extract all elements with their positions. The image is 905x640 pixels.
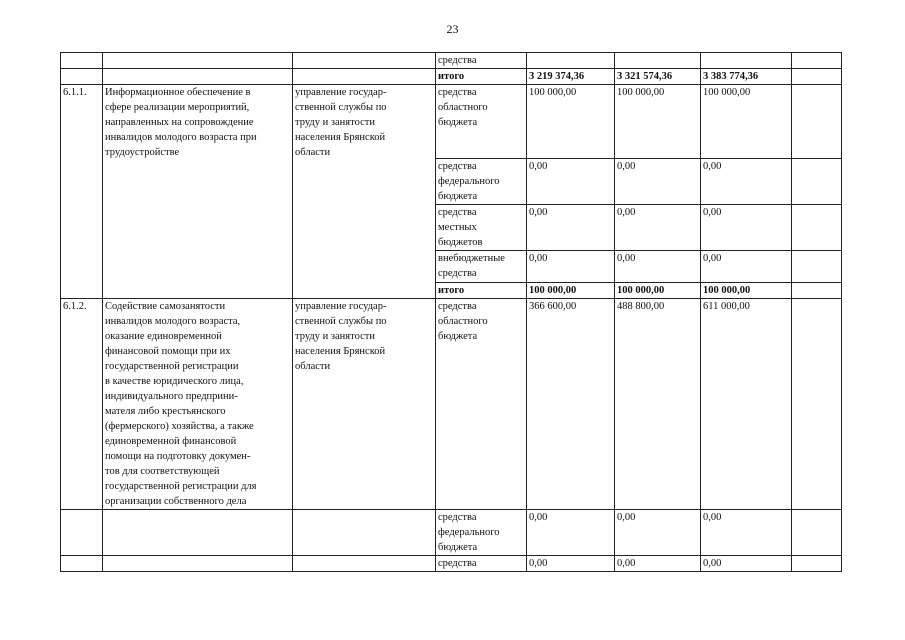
table-row: [61, 510, 842, 556]
source-cell: средства: [436, 53, 527, 69]
num-cell: [61, 510, 103, 556]
source-cell: средства федерального бюджета: [436, 159, 527, 205]
value-cell: 0,00: [615, 251, 701, 283]
table-row: [61, 53, 842, 69]
extra-cell: [792, 251, 842, 283]
source-cell: итого: [436, 283, 527, 299]
value-cell: 0,00: [615, 556, 701, 572]
source-cell: средства местных бюджетов: [436, 205, 527, 251]
item-executor: управление государ- ственной службы по труду и занятости населения Брянской области: [293, 85, 436, 299]
value-cell: 0,00: [527, 205, 615, 251]
value-cell: 0,00: [615, 205, 701, 251]
value-cell: 100 000,00: [701, 85, 792, 159]
item-executor: управление государ- ственной службы по труду и занятости населения Брянской области: [293, 299, 436, 510]
value-cell: 3 383 774,36: [701, 69, 792, 85]
num-cell: [61, 53, 103, 69]
value-cell: 100 000,00: [701, 283, 792, 299]
executor-cell: [293, 510, 436, 556]
extra-cell: [792, 69, 842, 85]
num-cell: [61, 69, 103, 85]
name-cell: [103, 510, 293, 556]
executor-cell: [293, 556, 436, 572]
table-row: [61, 69, 842, 85]
value-cell: 0,00: [527, 556, 615, 572]
item-name: Содействие самозанятости инвалидов молодого возраста, оказание единовременной финансовой помощи при их государственной регистрации в качестве юридического лица, индивидуального предприни- мателя либо крестьянского (фермерского) хозяйства, а также единовременной финансовой помощи на подготовку докумен- тов для соответствующей государственной регистрации для организации собственного дела: [103, 299, 293, 510]
extra-cell: [792, 53, 842, 69]
table-row: [61, 556, 842, 572]
extra-cell: [792, 510, 842, 556]
value-cell: 0,00: [701, 205, 792, 251]
value-cell: 0,00: [615, 510, 701, 556]
value-cell: 0,00: [701, 159, 792, 205]
extra-cell: [792, 299, 842, 510]
value-cell: 100 000,00: [527, 283, 615, 299]
source-cell: средства федерального бюджета: [436, 510, 527, 556]
extra-cell: [792, 85, 842, 159]
source-cell: средства: [436, 556, 527, 572]
num-cell: [61, 556, 103, 572]
table-row: [61, 85, 842, 159]
page-number: 23: [446, 22, 459, 36]
name-cell: [103, 53, 293, 69]
value-cell: 611 000,00: [701, 299, 792, 510]
value-cell: 0,00: [701, 556, 792, 572]
value-cell: [701, 53, 792, 69]
value-cell: 100 000,00: [615, 283, 701, 299]
extra-cell: [792, 556, 842, 572]
table-row: [61, 299, 842, 510]
value-cell: 0,00: [615, 159, 701, 205]
name-cell: [103, 556, 293, 572]
value-cell: 0,00: [527, 251, 615, 283]
item-number: 6.1.2.: [61, 299, 103, 510]
source-cell: внебюджетные средства: [436, 251, 527, 283]
value-cell: [527, 53, 615, 69]
extra-cell: [792, 283, 842, 299]
value-cell: 3 219 374,36: [527, 69, 615, 85]
value-cell: 3 321 574,36: [615, 69, 701, 85]
value-cell: 100 000,00: [615, 85, 701, 159]
value-cell: [615, 53, 701, 69]
source-cell: средства областного бюджета: [436, 85, 527, 159]
extra-cell: [792, 205, 842, 251]
executor-cell: [293, 53, 436, 69]
source-cell: средства областного бюджета: [436, 299, 527, 510]
value-cell: 0,00: [701, 510, 792, 556]
name-cell: [103, 69, 293, 85]
item-name: Информационное обеспечение в сфере реализации мероприятий, направленных на сопровождение инвалидов молодого возраста при трудоустройстве: [103, 85, 293, 299]
value-cell: 366 600,00: [527, 299, 615, 510]
value-cell: 0,00: [527, 159, 615, 205]
value-cell: 0,00: [701, 251, 792, 283]
extra-cell: [792, 159, 842, 205]
executor-cell: [293, 69, 436, 85]
value-cell: 0,00: [527, 510, 615, 556]
item-number: 6.1.1.: [61, 85, 103, 299]
source-cell: итого: [436, 69, 527, 85]
value-cell: 488 800,00: [615, 299, 701, 510]
budget-table: [60, 52, 842, 572]
value-cell: 100 000,00: [527, 85, 615, 159]
